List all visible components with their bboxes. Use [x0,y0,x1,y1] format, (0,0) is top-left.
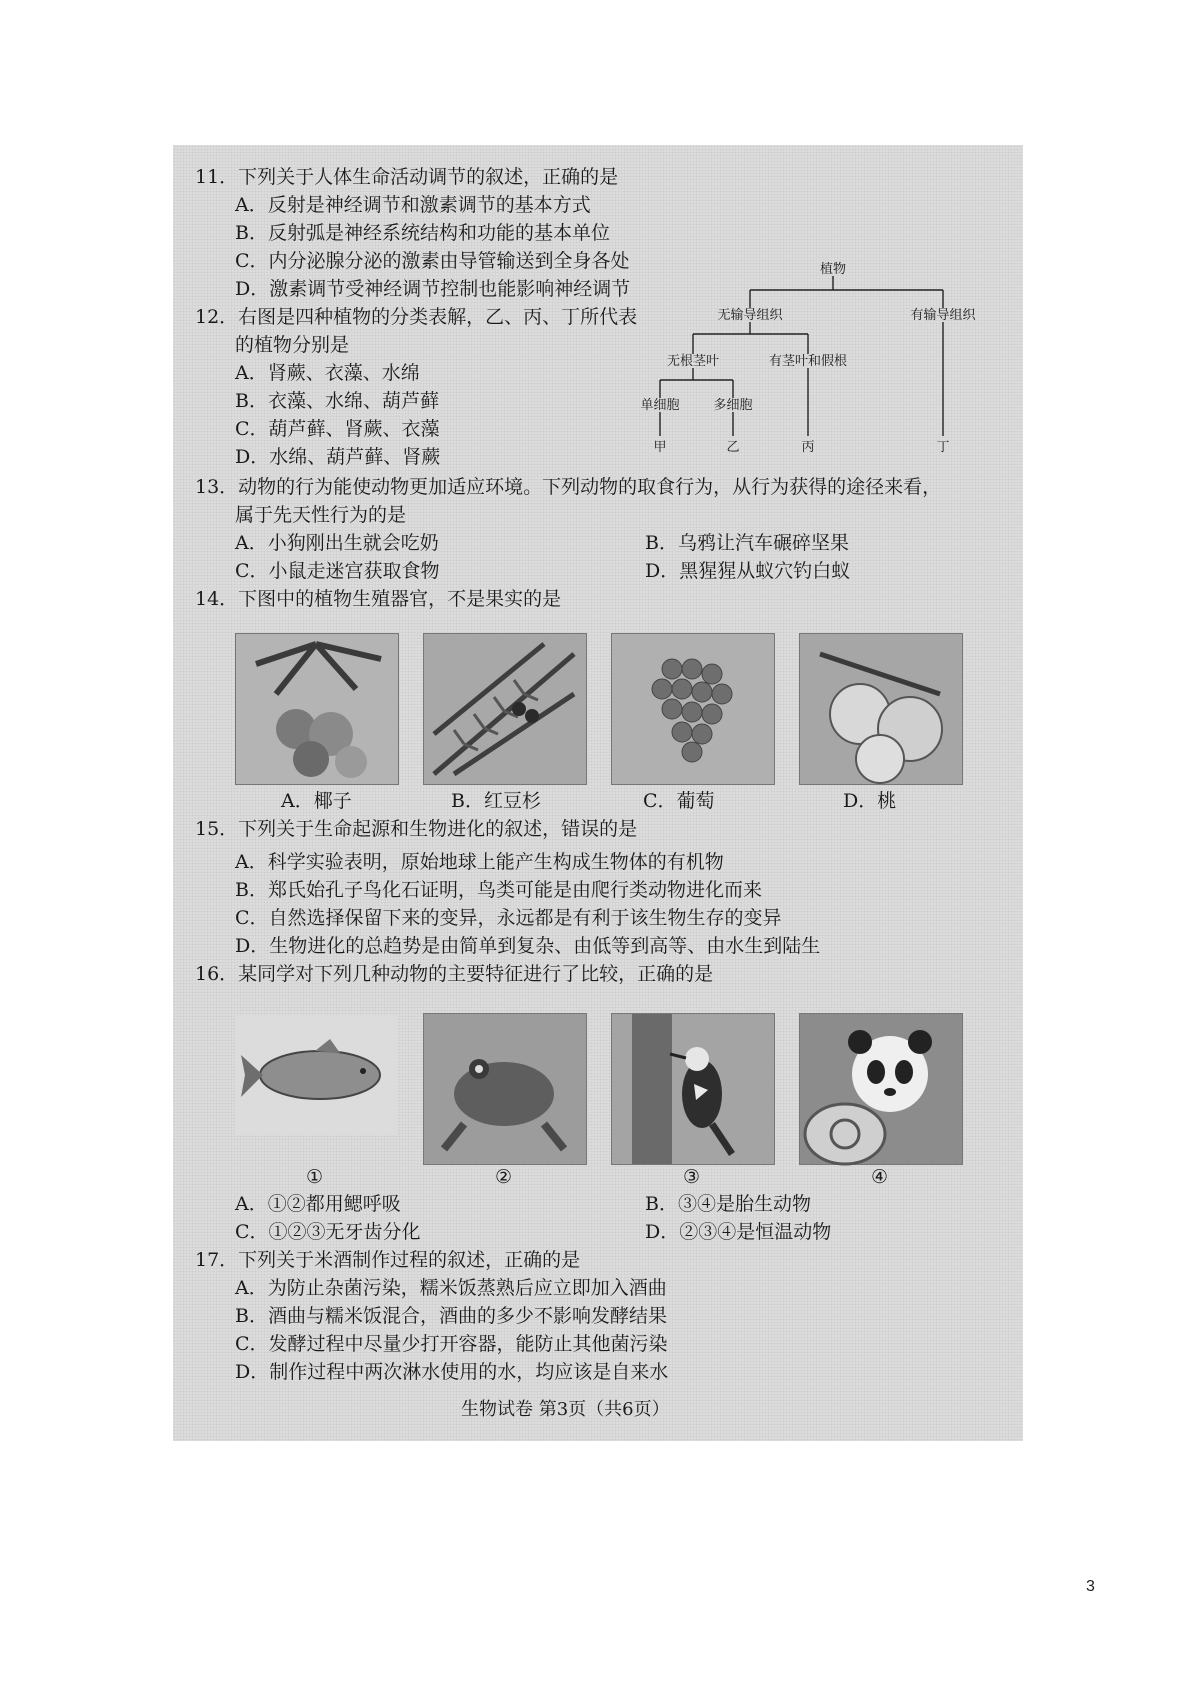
tree-vascular: 有输导组织 [910,308,976,323]
q11-option-b: B．反射弧是神经系统结构和功能的基本单位 [235,222,610,244]
q17-stem: 17．下列关于米酒制作过程的叙述，正确的是 [195,1249,581,1271]
q15-option-c: C．自然选择保留下来的变异，永远都是有利于该生物生存的变异 [235,907,782,929]
tree-leaf-yi: 乙 [726,440,740,455]
grape-photo [611,633,775,785]
tree-multicellular: 多细胞 [713,398,753,413]
fish-photo [235,1015,397,1135]
tree-no-root-stem-leaf: 无根茎叶 [666,354,720,369]
q16-label-3: ③ [683,1166,701,1188]
page-number: 3 [1086,1578,1095,1595]
q16-stem: 16．某同学对下列几种动物的主要特征进行了比较，正确的是 [195,963,714,985]
q13-option-c: C．小鼠走迷宫获取食物 [235,560,440,582]
q16-option-a: A．①②都用鳃呼吸 [235,1193,401,1215]
tree-leaf-bing: 丙 [801,440,815,455]
tree-no-vascular: 无输导组织 [717,308,783,323]
q17-option-c: C．发酵过程中尽量少打开容器，能防止其他菌污染 [235,1333,668,1355]
tree-unicellular: 单细胞 [640,398,680,413]
q16-label-2: ② [495,1166,513,1188]
q16-option-c: C．①②③无牙齿分化 [235,1221,421,1243]
frog-photo [423,1013,587,1165]
q13-option-d: D．黑猩猩从蚁穴钓白蚁 [645,560,851,582]
coconut-photo [235,633,399,785]
peach-photo [799,633,963,785]
q15-stem: 15．下列关于生命起源和生物进化的叙述，错误的是 [195,818,638,840]
q13-option-b: B．乌鸦让汽车碾碎坚果 [645,532,849,554]
q11-option-d: D．激素调节受神经调节控制也能影响神经调节 [235,278,631,300]
panda-photo [799,1013,963,1165]
q11-stem: 11．下列关于人体生命活动调节的叙述，正确的是 [195,166,619,188]
scanned-exam-page [173,145,1023,1441]
red-yew-photo [423,633,587,785]
q11-option-c: C．内分泌腺分泌的激素由导管输送到全身各处 [235,250,630,272]
q14-stem: 14．下图中的植物生殖器官，不是果实的是 [195,588,562,610]
q11-option-a: A．反射是神经调节和激素调节的基本方式 [235,194,591,216]
q13-option-a: A．小狗刚出生就会吃奶 [235,532,439,554]
q12-option-a: A．肾蕨、衣藻、水绵 [235,362,420,384]
tree-leaf-ding: 丁 [936,440,950,455]
q12-stem-line1: 12．右图是四种植物的分类表解，乙、丙、丁所代表 [195,306,638,328]
tree-leaf-jia: 甲 [653,440,667,455]
q14-option-c: C．葡萄 [643,790,715,812]
q13-stem-line2: 属于先天性行为的是 [235,504,407,526]
q14-option-a: A．椰子 [281,790,352,812]
q12-option-b: B．衣藻、水绵、葫芦藓 [235,390,439,412]
q14-option-b: B．红豆杉 [451,790,541,812]
q12-stem-line2: 的植物分别是 [235,334,350,356]
q13-stem-line1: 13．动物的行为能使动物更加适应环境。下列动物的取食行为，从行为获得的途径来看， [195,476,942,498]
woodpecker-photo [611,1013,775,1165]
tree-root: 植物 [819,262,847,277]
exam-footer: 生物试卷 第3页（共6页） [461,1399,670,1420]
q17-option-b: B．酒曲与糯米饭混合，酒曲的多少不影响发酵结果 [235,1305,667,1327]
q17-option-d: D．制作过程中两次淋水使用的水，均应该是自来水 [235,1361,669,1383]
q17-option-a: A．为防止杂菌污染，糯米饭蒸熟后应立即加入酒曲 [235,1277,667,1299]
plant-classification-tree [640,260,998,610]
q12-option-d: D．水绵、葫芦藓、肾蕨 [235,446,441,468]
q15-option-d: D．生物进化的总趋势是由简单到复杂、由低等到高等、由水生到陆生 [235,935,821,957]
tree-stem-leaf-rhizoid: 有茎叶和假根 [768,354,848,369]
q16-label-4: ④ [871,1166,889,1188]
q14-option-d: D．桃 [843,790,897,812]
q16-option-b: B．③④是胎生动物 [645,1193,811,1215]
q15-option-b: B．郑氏始孔子鸟化石证明，鸟类可能是由爬行类动物进化而来 [235,879,762,901]
q15-option-a: A．科学实验表明，原始地球上能产生构成生物体的有机物 [235,851,724,873]
q16-option-d: D．②③④是恒温动物 [645,1221,832,1243]
q16-label-1: ① [306,1166,324,1188]
q12-option-c: C．葫芦藓、肾蕨、衣藻 [235,418,440,440]
